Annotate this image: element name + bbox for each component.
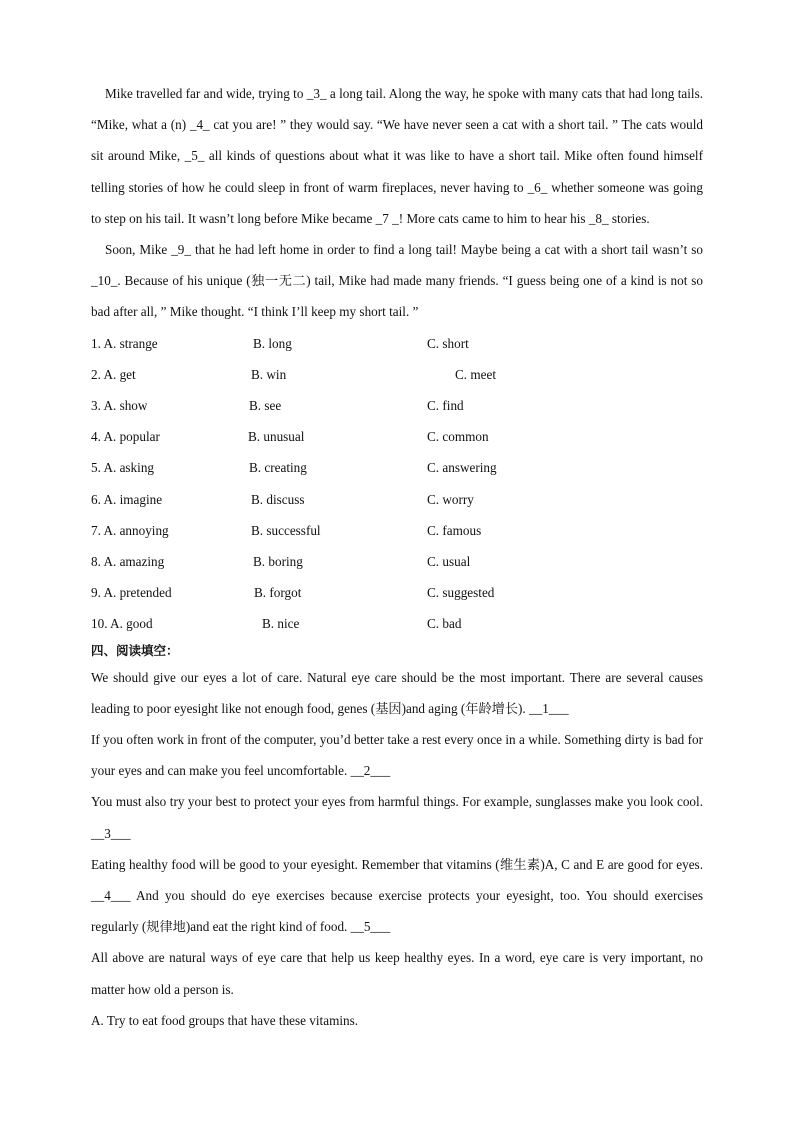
option-row-8 [91, 546, 703, 577]
option-c: C. find [427, 398, 464, 413]
option-b: B. creating [249, 460, 307, 476]
option-row-2 [91, 359, 703, 390]
reading-paragraph-3: You must also try your best to protect your eyes from harmful things. For example, sunglasses make you look cool. __3___ [91, 794, 703, 841]
option-b: B. forgot [254, 585, 302, 601]
option-c: C. famous [427, 522, 482, 538]
option-b: B. boring [253, 553, 303, 569]
option-a: 2. A. get [91, 366, 136, 382]
option-b: B. long [253, 335, 292, 351]
passage-paragraph-2: Soon, Mike _9_ that he had left home in order to find a long tail! Maybe being a cat with a short tail wasn’t so _10_. Because of his unique (独一无二) tail, Mike had made many friends. “I guess being one of a kind is not so bad after all, ” Mike thought. “I think I’ll keep my short tail. ” [91, 242, 703, 320]
option-c: C. suggested [427, 585, 495, 601]
worksheet-page [91, 78, 703, 1036]
option-a: 3. A. show [91, 398, 148, 413]
option-a: 5. A. asking [91, 460, 155, 476]
option-b: B. unusual [248, 429, 305, 445]
option-a: 7. A. annoying [91, 522, 169, 538]
option-c: C. worry [427, 491, 474, 507]
option-row-4 [91, 421, 703, 452]
option-row-6 [91, 484, 703, 515]
section-heading: 四、阅读填空： [91, 642, 179, 658]
option-b: B. see [249, 398, 282, 413]
option-b: B. nice [262, 616, 300, 632]
option-a: 4. A. popular [91, 429, 160, 445]
option-a: 1. A. strange [91, 335, 158, 351]
option-a: 8. A. amazing [91, 553, 165, 569]
passage-paragraph-1: Mike travelled far and wide, trying to _3_ a long tail. Along the way, he spoke with many cats that had long tails. “Mike, what a (n) _4_ cat you are! ” they would say. “We have never seen a cat with a short tail. ” The cats would sit around Mike, _5_ all kinds of questions about what it was like to have a short tail. Mike often found himself telling stories of how he could sleep in front of warm fireplaces, never having to _6_ whether someone was going to step on his tail. It wasn’t long before Mike became _7 _! More cats came to him to hear his _8_ stories. [91, 86, 703, 226]
reading-paragraph-5: All above are natural ways of eye care that help us keep healthy eyes. In a word, eye care is very important, no matter how old a person is. [91, 950, 703, 997]
option-row-1 [91, 328, 703, 359]
option-c: C. common [427, 429, 489, 445]
option-a: 9. A. pretended [91, 585, 172, 601]
options-list [91, 328, 703, 640]
option-a: 10. A. good [91, 616, 153, 632]
answer-option-a: A. Try to eat food groups that have these vitamins. [91, 1012, 359, 1028]
option-c: C. answering [427, 460, 497, 476]
option-b: B. discuss [251, 491, 305, 507]
option-c: C. meet [455, 366, 497, 382]
option-b: B. successful [251, 522, 321, 538]
option-row-5 [91, 452, 703, 483]
reading-paragraph-4: Eating healthy food will be good to your eyesight. Remember that vitamins (维生素)A, C and E are good for eyes. __4___ And you should do eye exercises because exercise protects your eyesight, too. You should exercises regularly (规律地)and eat the right kind of food. __5___ [91, 856, 703, 935]
option-a: 6. A. imagine [91, 491, 163, 507]
option-row-3 [91, 390, 703, 421]
reading-paragraph-1: We should give our eyes a lot of care. Natural eye care should be the most important. There are several causes leading to poor eyesight like not enough food, genes (基因)and aging (年龄增长). __1___ [91, 669, 703, 716]
option-row-10 [91, 608, 703, 639]
reading-paragraph-2: If you often work in front of the computer, you’d better take a rest every once in a while. Something dirty is bad for your eyes and can make you feel uncomfortable. __2___ [91, 731, 703, 779]
option-b: B. win [251, 366, 287, 382]
option-row-9 [91, 577, 703, 608]
option-row-7 [91, 515, 703, 546]
option-c: C. bad [427, 616, 462, 632]
option-c: C. usual [427, 553, 471, 569]
option-c: C. short [427, 335, 469, 351]
